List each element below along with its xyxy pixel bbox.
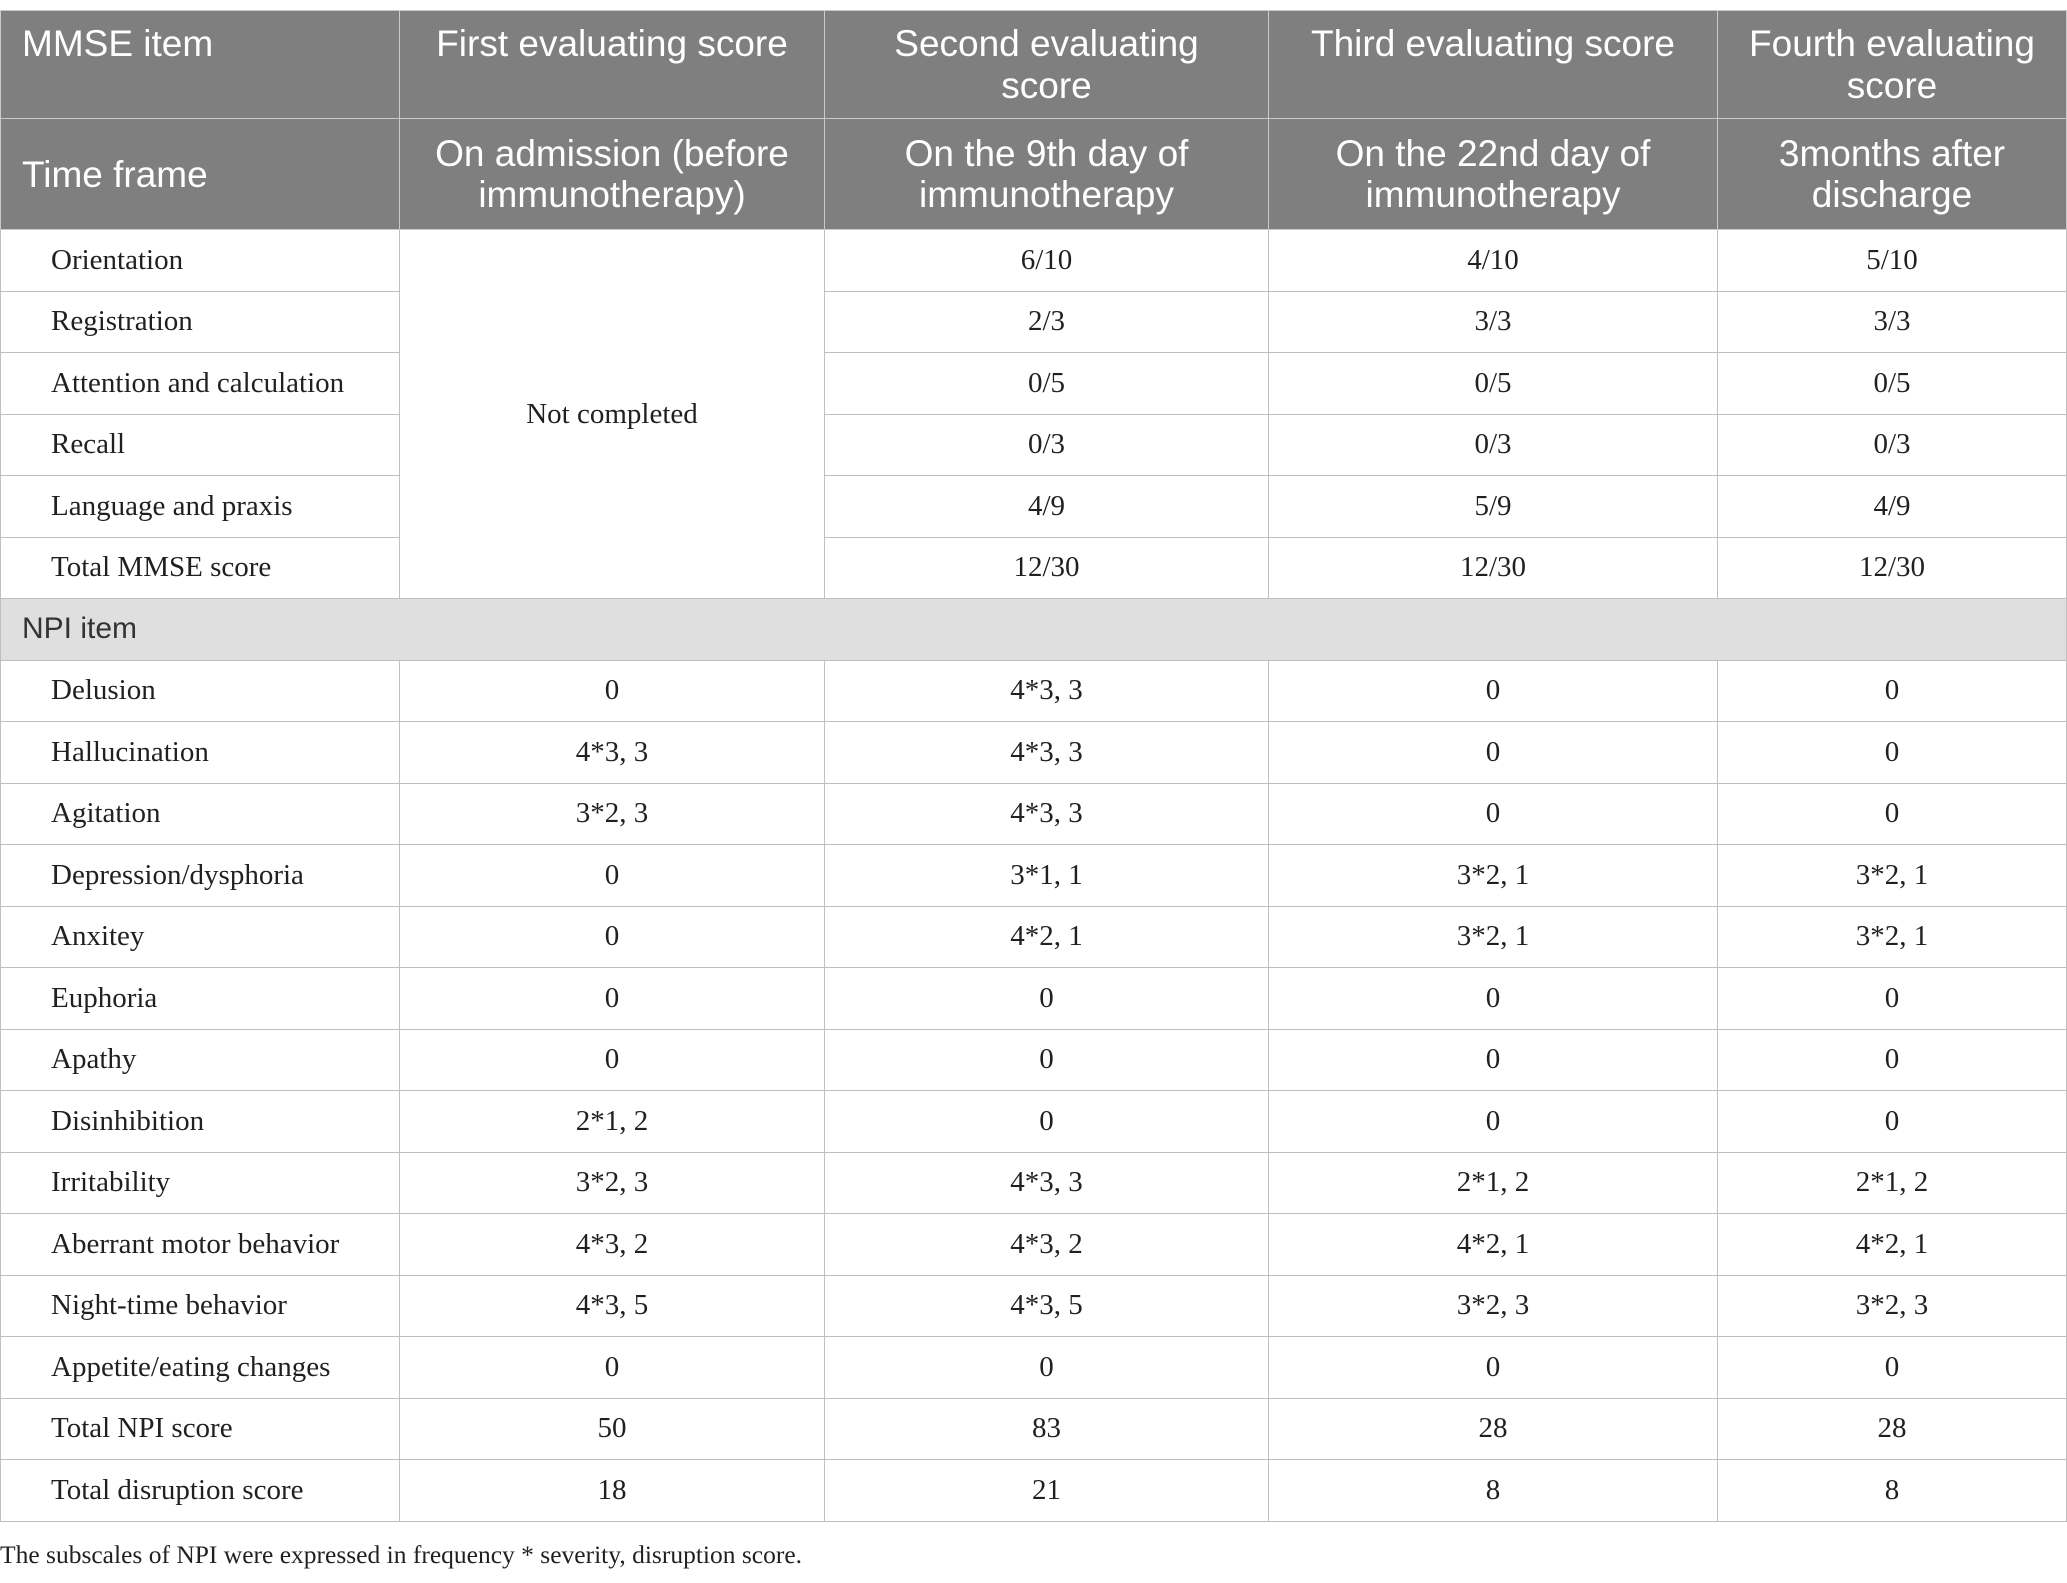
score-cell: 0 — [400, 845, 825, 907]
table-row — [1, 660, 2067, 722]
header-first-evaluation: First evaluating score — [400, 11, 825, 119]
row-label: Apathy — [1, 1029, 400, 1091]
score-cell: 4*3, 3 — [825, 660, 1269, 722]
score-cell: 0 — [1269, 722, 1718, 784]
table-row — [1, 291, 2067, 353]
score-cell: 4*2, 1 — [1269, 1214, 1718, 1276]
row-label: Attention and calculation — [1, 353, 400, 415]
score-cell: 0 — [1718, 968, 2067, 1030]
table-row — [1, 1029, 2067, 1091]
header-third-evaluation: Third evaluating score — [1269, 11, 1718, 119]
scores-table — [0, 10, 2067, 1522]
score-cell: 0 — [1718, 783, 2067, 845]
score-cell: 3*2, 1 — [1718, 845, 2067, 907]
score-cell: 3*2, 3 — [1718, 1275, 2067, 1337]
table-row — [1, 537, 2067, 599]
score-cell: 0 — [400, 660, 825, 722]
score-cell: 0 — [825, 1337, 1269, 1399]
score-cell: 28 — [1718, 1398, 2067, 1460]
table-body — [1, 230, 2067, 1522]
score-cell: 4/10 — [1269, 230, 1718, 292]
header-mmse-item: MMSE item — [1, 11, 400, 119]
header-time-second: On the 9th day of immunotherapy — [825, 119, 1269, 230]
score-cell: 4*3, 3 — [825, 783, 1269, 845]
score-cell: 3*2, 3 — [1269, 1275, 1718, 1337]
score-cell: 0 — [1269, 783, 1718, 845]
score-cell: 4*3, 3 — [400, 722, 825, 784]
score-cell: 4*3, 3 — [825, 1152, 1269, 1214]
header-time-fourth: 3months after discharge — [1718, 119, 2067, 230]
row-label: Anxitey — [1, 906, 400, 968]
score-cell: 83 — [825, 1398, 1269, 1460]
header-second-evaluation: Second evaluating score — [825, 11, 1269, 119]
score-cell: 0/3 — [1269, 414, 1718, 476]
row-label: Total disruption score — [1, 1460, 400, 1522]
score-cell: 4*2, 1 — [1718, 1214, 2067, 1276]
row-label: Depression/dysphoria — [1, 845, 400, 907]
header-row-time-frame — [1, 119, 2067, 230]
score-cell: 3/3 — [1269, 291, 1718, 353]
table-row — [1, 1275, 2067, 1337]
score-cell: 0 — [400, 1337, 825, 1399]
score-cell: 4*3, 5 — [400, 1275, 825, 1337]
table-row — [1, 1398, 2067, 1460]
table-row — [1, 1337, 2067, 1399]
npi-section-label: NPI item — [1, 599, 2067, 661]
score-cell: 0 — [825, 1091, 1269, 1153]
score-cell: 3/3 — [1718, 291, 2067, 353]
score-cell: 5/9 — [1269, 476, 1718, 538]
row-label: Agitation — [1, 783, 400, 845]
row-label: Euphoria — [1, 968, 400, 1030]
score-cell: 0 — [1269, 968, 1718, 1030]
score-cell: 3*2, 1 — [1269, 845, 1718, 907]
score-cell: 8 — [1718, 1460, 2067, 1522]
score-cell: 3*2, 3 — [400, 783, 825, 845]
score-cell: 12/30 — [825, 537, 1269, 599]
score-cell: 2*1, 2 — [1718, 1152, 2067, 1214]
score-cell: 18 — [400, 1460, 825, 1522]
score-cell: 0 — [1718, 1029, 2067, 1091]
row-label: Disinhibition — [1, 1091, 400, 1153]
row-label: Delusion — [1, 660, 400, 722]
score-cell: 3*2, 3 — [400, 1152, 825, 1214]
score-cell: 2/3 — [825, 291, 1269, 353]
score-cell: 4*3, 5 — [825, 1275, 1269, 1337]
table-row — [1, 476, 2067, 538]
score-cell: 28 — [1269, 1398, 1718, 1460]
score-cell: 0 — [1269, 660, 1718, 722]
header-row-evaluations — [1, 11, 2067, 119]
score-cell: 21 — [825, 1460, 1269, 1522]
row-label: Registration — [1, 291, 400, 353]
table-row — [1, 230, 2067, 292]
header-time-first: On admission (before immunotherapy) — [400, 119, 825, 230]
score-cell: 4/9 — [1718, 476, 2067, 538]
score-cell: 4*3, 2 — [825, 1214, 1269, 1276]
npi-section-row — [1, 599, 2067, 661]
score-cell: 2*1, 2 — [400, 1091, 825, 1153]
score-cell: 2*1, 2 — [1269, 1152, 1718, 1214]
score-cell: 12/30 — [1718, 537, 2067, 599]
score-cell: 0 — [400, 1029, 825, 1091]
score-cell: 0/5 — [1269, 353, 1718, 415]
score-cell: 0 — [1718, 660, 2067, 722]
header-fourth-evaluation: Fourth evaluating score — [1718, 11, 2067, 119]
table-row — [1, 783, 2067, 845]
row-label: Aberrant motor behavior — [1, 1214, 400, 1276]
table-row — [1, 722, 2067, 784]
table-row — [1, 906, 2067, 968]
row-label: Language and praxis — [1, 476, 400, 538]
score-cell: 0 — [400, 968, 825, 1030]
score-cell: 0/3 — [825, 414, 1269, 476]
table-row — [1, 1460, 2067, 1522]
row-label: Irritability — [1, 1152, 400, 1214]
score-cell: 0/5 — [1718, 353, 2067, 415]
row-label: Recall — [1, 414, 400, 476]
row-label: Total MMSE score — [1, 537, 400, 599]
score-cell: 0 — [825, 968, 1269, 1030]
score-cell: 6/10 — [825, 230, 1269, 292]
score-cell: 0 — [1718, 1091, 2067, 1153]
score-cell: 3*2, 1 — [1718, 906, 2067, 968]
header-time-frame: Time frame — [1, 119, 400, 230]
table-row — [1, 414, 2067, 476]
score-cell: 0/5 — [825, 353, 1269, 415]
row-label: Total NPI score — [1, 1398, 400, 1460]
score-cell: 3*2, 1 — [1269, 906, 1718, 968]
score-cell: 0 — [1269, 1029, 1718, 1091]
header-time-third: On the 22nd day of immunotherapy — [1269, 119, 1718, 230]
table-header — [1, 11, 2067, 230]
score-cell: 0 — [1269, 1337, 1718, 1399]
table-footnote: The subscales of NPI were expressed in frequency * severity, disruption score. — [0, 1540, 803, 1569]
row-label: Appetite/eating changes — [1, 1337, 400, 1399]
table-row — [1, 845, 2067, 907]
score-cell: 0 — [400, 906, 825, 968]
score-cell: 4*3, 3 — [825, 722, 1269, 784]
row-label: Orientation — [1, 230, 400, 292]
score-cell: 0 — [825, 1029, 1269, 1091]
score-cell: 8 — [1269, 1460, 1718, 1522]
table-row — [1, 1091, 2067, 1153]
score-cell: 0 — [1718, 1337, 2067, 1399]
row-label: Night-time behavior — [1, 1275, 400, 1337]
score-cell: 3*1, 1 — [825, 845, 1269, 907]
not-completed-cell: Not completed — [400, 230, 825, 599]
score-cell: 4*3, 2 — [400, 1214, 825, 1276]
table-row — [1, 1214, 2067, 1276]
score-cell: 4/9 — [825, 476, 1269, 538]
row-label: Hallucination — [1, 722, 400, 784]
score-cell: 12/30 — [1269, 537, 1718, 599]
score-cell: 0/3 — [1718, 414, 2067, 476]
score-cell: 4*2, 1 — [825, 906, 1269, 968]
score-cell: 50 — [400, 1398, 825, 1460]
score-cell: 5/10 — [1718, 230, 2067, 292]
table-row — [1, 968, 2067, 1030]
score-cell: 0 — [1718, 722, 2067, 784]
table-row — [1, 353, 2067, 415]
score-cell: 0 — [1269, 1091, 1718, 1153]
table-row — [1, 1152, 2067, 1214]
